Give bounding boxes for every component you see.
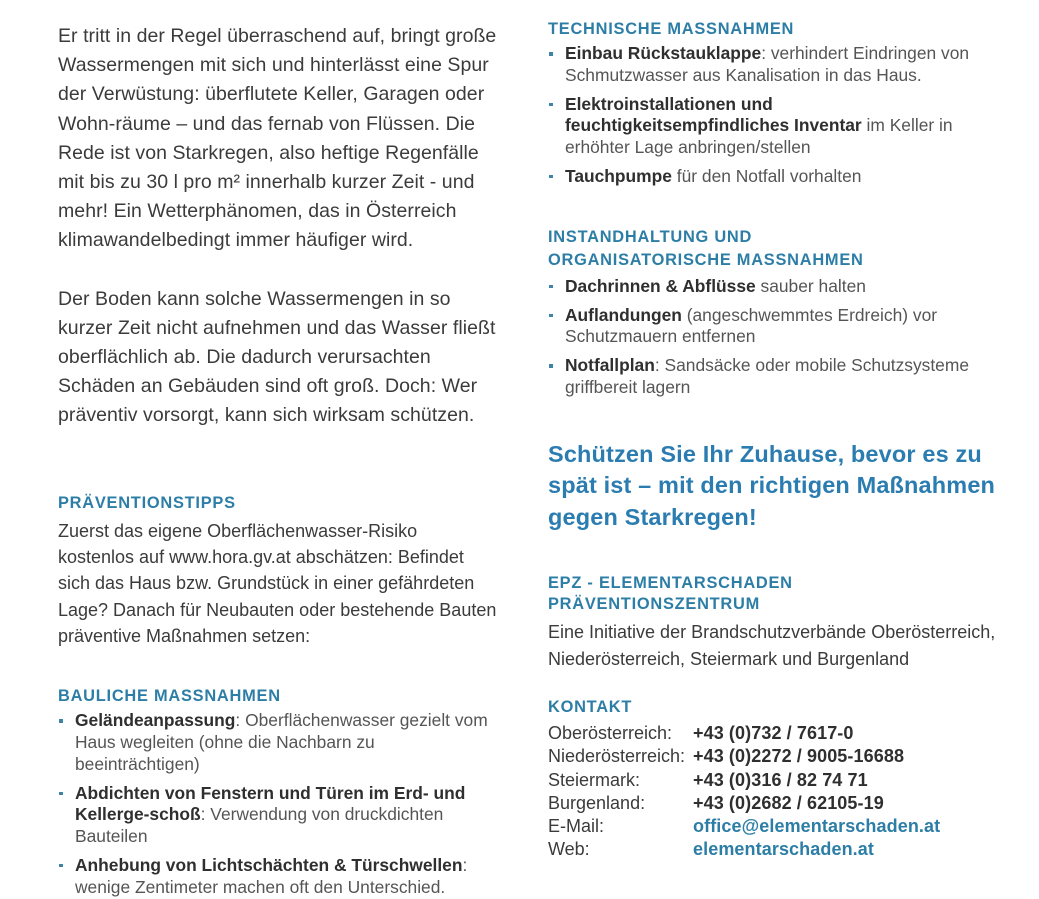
list-item-lead: Anhebung von Lichtschächten & Türschwellen — [75, 854, 463, 875]
contact-web-link[interactable]: elementarschaden.at — [693, 839, 874, 860]
list-item — [548, 94, 1000, 159]
epz-heading: EPZ - ELEMENTARSCHADEN PRÄVENTIONSZENTRUM — [548, 574, 793, 614]
table-row — [548, 722, 940, 745]
list-item-rest: sauber halten — [755, 275, 866, 296]
paragraph-spacer — [58, 256, 498, 285]
contact-label: Niederösterreich: — [548, 746, 686, 767]
bauliche-massnahmen-list — [58, 710, 498, 898]
contact-label: Web: — [548, 839, 590, 860]
contact-phone-niederoesterreich[interactable]: +43 (0)2272 / 9005-16688 — [693, 746, 905, 767]
contact-email-link[interactable]: office@elementarschaden.at — [693, 816, 941, 837]
contact-phone-burgenland[interactable]: +43 (0)2682 / 62105-19 — [693, 792, 884, 813]
table-row — [548, 792, 940, 815]
call-to-action-heading: Schützen Sie Ihr Zuhause, bevor es zu spät ist – mit den richtigen Maßnahmen gegen Starkregen! — [548, 440, 996, 530]
list-item — [548, 355, 1000, 399]
list-item-rest: : Verwendung von druckdichten Bauteilen — [75, 804, 444, 847]
left-column — [58, 0, 498, 899]
contact-label: E-Mail: — [548, 816, 605, 837]
list-item-rest: : wenige Zentimeter machen oft den Unterschied. — [75, 854, 468, 897]
contact-label: Steiermark: — [548, 769, 641, 790]
list-item-lead: Auflandungen — [565, 304, 682, 325]
table-row — [548, 838, 940, 861]
list-item — [58, 855, 498, 899]
list-item-rest: : Sandsäcke oder mobile Schutzsysteme griffbereit lagern — [565, 355, 970, 397]
epz-description: Eine Initiative der Brandschutzverbände Oberösterreich, Niederösterreich, Steiermark und Burgenland — [548, 622, 996, 669]
list-item — [548, 276, 1000, 298]
contact-label: Oberösterreich: — [548, 723, 673, 744]
praeventionstipps-intro: Zuerst das eigene Oberflächenwasser-Risiko kostenlos auf www.hora.gv.at abschätzen: Befindet sich das Haus bzw. Grundstück in einer gefährdeten Lage? Danach für Neubauten oder bestehende Bauten präventive Maßnahmen setzen: — [58, 520, 497, 646]
intro-paragraph-2: Der Boden kann solche Wassermengen in so kurzer Zeit nicht aufnehmen und das Wasser fließt oberflächlich ab. Die dadurch verursachten Schäden an Gebäuden sind oft groß. Doch: Wer präventiv vorsorgt, kann sich wirksam schützen. — [58, 287, 496, 427]
table-row — [548, 815, 940, 838]
list-item-lead: Geländeanpassung — [75, 710, 236, 731]
list-item — [58, 783, 498, 848]
list-item-rest: im Keller in erhöhter Lage anbringen/stellen — [565, 115, 953, 158]
list-item-rest: (angeschwemmtes Erdreich) vor Schutzmauern entfernen — [565, 304, 938, 347]
right-column — [548, 0, 1000, 861]
contact-label: Burgenland: — [548, 792, 646, 813]
list-item — [58, 710, 498, 775]
technische-massnahmen-heading: TECHNISCHE MASSNAHMEN — [548, 20, 795, 38]
list-item-lead: Einbau Rückstauklappe — [565, 43, 762, 63]
list-item-rest: : Oberflächenwasser gezielt vom Haus wegleiten (ohne die Nachbarn zu beeinträchtigen) — [75, 710, 488, 774]
table-row — [548, 745, 940, 768]
contact-table — [548, 722, 940, 861]
list-item-rest: für den Notfall vorhalten — [671, 165, 862, 186]
praeventionstipps-heading: PRÄVENTIONSTIPPS — [58, 493, 236, 512]
contact-phone-steiermark[interactable]: +43 (0)316 / 82 74 71 — [693, 769, 868, 790]
list-item — [548, 166, 1000, 188]
intro-paragraph-1: Er tritt in der Regel überraschend auf, bringt große Wassermengen mit sich und hinterlässt eine Spur der Verwüstung: überflutete Keller, Garagen oder Wohn-räume – und das fernab von Flüssen. Die Rede ist von Starkregen, also heftige Regenfälle mit bis zu 30 l pro m² innerhalb kurzer Zeit - und mehr! Ein Wetterphänomen, das in Österreich klimawandelbedingt immer häufiger wird. — [58, 25, 497, 252]
list-item-lead: Notfallplan — [565, 355, 655, 376]
list-item-lead: Abdichten von Fenstern und Türen im Erd- und Kellerge-schoß — [75, 782, 466, 825]
technische-massnahmen-list — [548, 43, 1000, 188]
list-item-lead: Dachrinnen & Abflüsse — [565, 275, 756, 296]
instandhaltung-heading-line2: ORGANISATORISCHE MASSNAHMEN — [548, 251, 864, 270]
list-item-lead: Elektroinstallationen und feuchtigkeitsempfindliches Inventar — [565, 93, 862, 136]
list-item — [548, 305, 1000, 349]
instandhaltung-heading-line1: INSTANDHALTUNG UND — [548, 227, 753, 246]
list-item-rest: : verhindert Eindringen von Schmutzwasser aus Kanalisation in das Haus. — [565, 43, 970, 85]
table-row — [548, 769, 940, 792]
list-item-lead: Tauchpumpe — [565, 165, 672, 186]
bauliche-massnahmen-heading: BAULICHE MASSNAHMEN — [58, 687, 281, 706]
kontakt-heading: KONTAKT — [548, 698, 633, 717]
instandhaltung-list — [548, 276, 1000, 399]
list-item — [548, 43, 1000, 87]
contact-phone-oberoesterreich[interactable]: +43 (0)732 / 7617-0 — [693, 723, 854, 744]
